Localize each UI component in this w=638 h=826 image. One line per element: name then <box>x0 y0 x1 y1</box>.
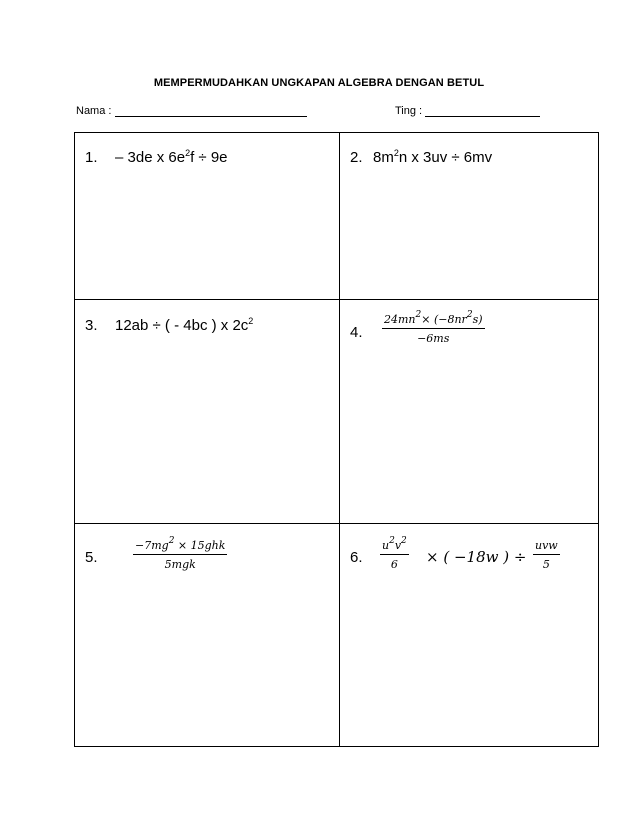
question-operator: × ( −18w ) ÷ <box>426 548 527 566</box>
question-fraction <box>133 536 227 571</box>
question-expression: – 3de x $6e^2f \div 9e$ <box>115 148 228 166</box>
question-number: 6. <box>350 549 363 566</box>
question-cell-2 <box>340 133 599 300</box>
name-label: Nama : <box>76 105 112 117</box>
question-number: 2. <box>350 149 363 166</box>
question-cell-6 <box>340 524 599 747</box>
name-line[interactable] <box>115 104 307 117</box>
page-title: MEMPERMUDAHKAN UNGKAPAN ALGEBRA DENGAN BETUL <box>153 77 485 89</box>
ting-label: Ting : <box>395 105 423 117</box>
question-cell-1 <box>75 133 340 300</box>
ting-row <box>395 104 540 117</box>
question-grid <box>74 132 599 747</box>
fraction-numerator: $-7mg^2 \times 15ghk$ <box>133 539 227 555</box>
fraction-denominator: 6 <box>390 558 398 571</box>
ting-line[interactable] <box>425 104 540 117</box>
fraction-numerator: uvw <box>533 539 560 555</box>
question-fraction-2 <box>533 539 560 571</box>
question-expression: $8m^2n$ x 3uv ÷ 6mv <box>373 148 493 166</box>
question-cell-3 <box>75 300 340 524</box>
question-number: 3. <box>85 317 98 334</box>
question-fraction <box>382 310 485 345</box>
question-number: 4. <box>350 324 363 341</box>
question-cell-5 <box>75 524 340 747</box>
fraction-numerator: $u^2v^2$ <box>380 539 409 555</box>
fraction-denominator: 5mgk <box>164 558 196 571</box>
question-cell-4 <box>340 300 599 524</box>
fraction-denominator: 5 <box>542 558 550 571</box>
fraction-denominator: −6ms <box>417 332 450 345</box>
fraction-numerator: $24mn^2\times (-8nr^2s)$ <box>382 313 485 329</box>
question-number: 1. <box>85 149 98 166</box>
question-fraction-1 <box>380 536 409 571</box>
name-row <box>76 104 307 117</box>
question-expression: 12ab ÷ ( - 4bc ) x $2c^2$ <box>115 316 254 334</box>
question-number: 5. <box>85 549 98 566</box>
